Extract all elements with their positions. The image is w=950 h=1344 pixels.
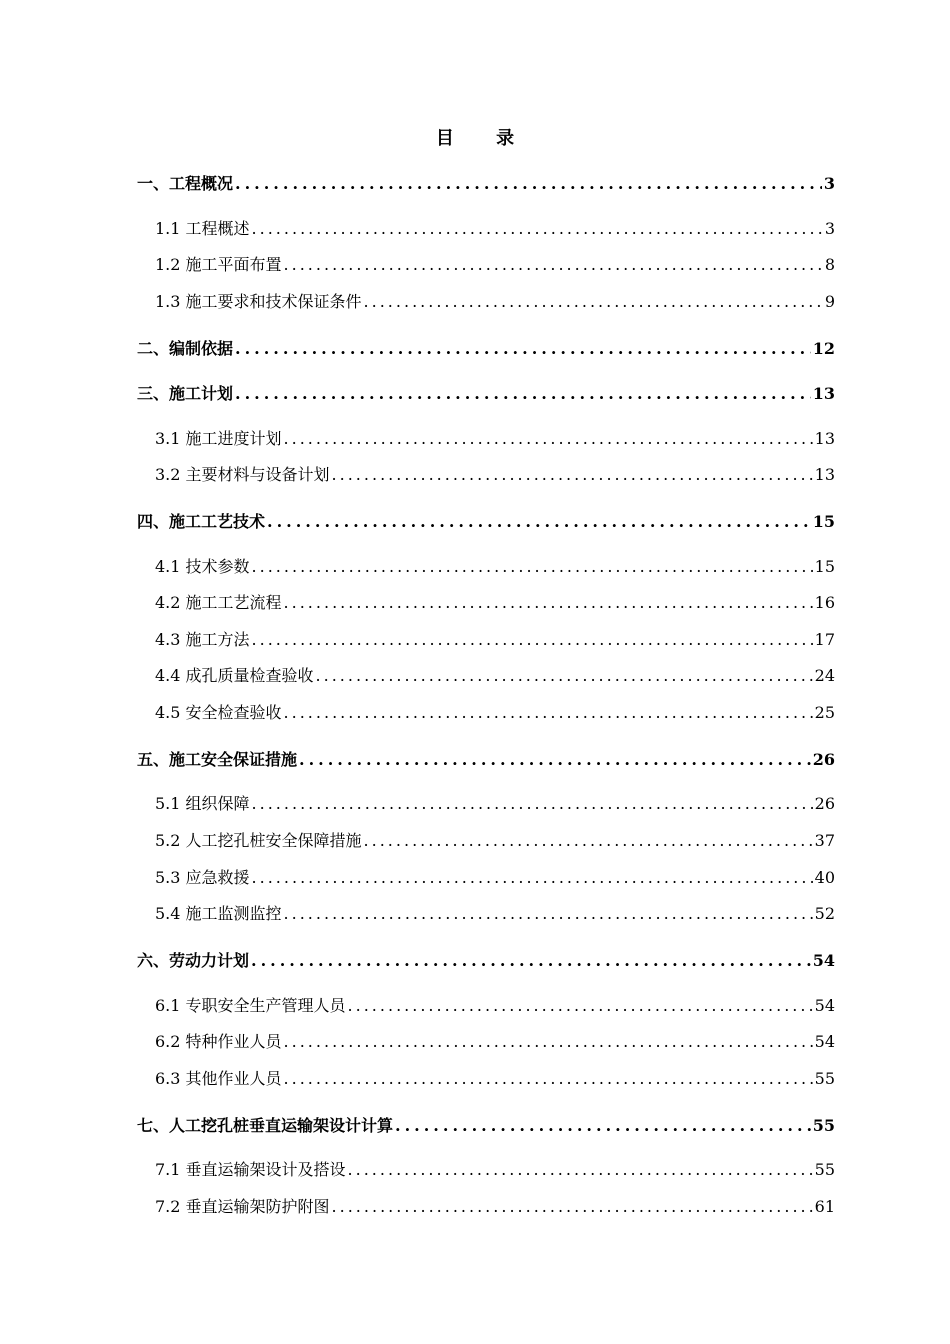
toc-leader-dots <box>348 1158 813 1182</box>
toc-entry-label: 1.1 工程概述 <box>155 219 250 238</box>
toc-entry-page: 17 <box>814 630 835 649</box>
toc-entry[interactable] <box>155 1195 835 1219</box>
toc-entry-label: 1.2 施工平面布置 <box>155 255 282 274</box>
toc-leader-dots <box>284 1067 813 1091</box>
toc-entry[interactable] <box>155 701 835 725</box>
toc-entry[interactable] <box>137 337 835 361</box>
toc-entry-label: 4.5 安全检查验收 <box>155 703 282 722</box>
toc-entry[interactable] <box>155 994 835 1018</box>
toc-entry-page: 3 <box>824 219 835 238</box>
toc-leader-dots <box>284 591 813 615</box>
toc-entry[interactable] <box>137 949 835 973</box>
toc-entry-label: 4.3 施工方法 <box>155 630 250 649</box>
toc-entry[interactable] <box>155 290 835 314</box>
toc-leader-dots <box>316 664 813 688</box>
toc-leader-dots <box>252 866 813 890</box>
toc-entry[interactable] <box>155 829 835 853</box>
toc-leader-dots <box>252 217 823 241</box>
toc-entry[interactable] <box>137 172 835 196</box>
toc-leader-dots <box>284 701 813 725</box>
toc-entry-label: 1.3 施工要求和技术保证条件 <box>155 292 362 311</box>
toc-entry-page: 24 <box>814 666 835 685</box>
toc-entry-label: 6.2 特种作业人员 <box>155 1032 282 1051</box>
toc-entry[interactable] <box>155 866 835 890</box>
toc-entry-page: 25 <box>814 703 835 722</box>
toc-entry-page: 3 <box>823 174 835 193</box>
toc-entry-page: 61 <box>814 1197 835 1216</box>
toc-entry-page: 55 <box>814 1069 835 1088</box>
toc-entry-label: 一、工程概况 <box>137 174 234 193</box>
toc-entry-label: 4.2 施工工艺流程 <box>155 593 282 612</box>
toc-entry-label: 3.2 主要材料与设备计划 <box>155 465 330 484</box>
toc-entry-page: 15 <box>814 557 835 576</box>
toc-leader-dots <box>364 290 823 314</box>
toc-leader-dots <box>299 748 811 772</box>
toc-entry-label: 6.3 其他作业人员 <box>155 1069 282 1088</box>
toc-entry[interactable] <box>155 1158 835 1182</box>
toc-entry-page: 12 <box>812 339 835 358</box>
toc-entry-page: 54 <box>814 1032 835 1051</box>
toc-entry-label: 7.2 垂直运输架防护附图 <box>155 1197 330 1216</box>
toc-entry[interactable] <box>155 1030 835 1054</box>
toc-entry-page: 26 <box>814 794 835 813</box>
toc-entry-label: 5.4 施工监测监控 <box>155 904 282 923</box>
toc-entry[interactable] <box>155 792 835 816</box>
toc-leader-dots <box>235 337 811 361</box>
toc-entry-label: 5.2 人工挖孔桩安全保障措施 <box>155 831 362 850</box>
toc-entry-page: 55 <box>814 1160 835 1179</box>
toc-entry-page: 52 <box>814 904 835 923</box>
toc-entry[interactable] <box>155 217 835 241</box>
toc-entry-page: 16 <box>814 593 835 612</box>
toc-entry-page: 55 <box>812 1116 835 1135</box>
toc-entry-label: 二、编制依据 <box>137 339 234 358</box>
toc-entry-label: 3.1 施工进度计划 <box>155 429 282 448</box>
toc-entry[interactable] <box>155 427 835 451</box>
toc-leader-dots <box>332 1195 813 1219</box>
toc-leader-dots <box>332 463 813 487</box>
toc-entry-label: 六、劳动力计划 <box>137 951 250 970</box>
toc-entry-label: 三、施工计划 <box>137 384 234 403</box>
toc-leader-dots <box>235 382 811 406</box>
toc-entry-label: 4.4 成孔质量检查验收 <box>155 666 314 685</box>
toc-leader-dots <box>395 1114 811 1138</box>
toc-entry-page: 13 <box>814 429 835 448</box>
toc-leader-dots <box>252 792 813 816</box>
toc-entry-page: 9 <box>824 292 835 311</box>
toc-entry-label: 5.3 应急救援 <box>155 868 250 887</box>
toc-entry-page: 40 <box>814 868 835 887</box>
toc-leader-dots <box>348 994 813 1018</box>
toc-title: 目 录 <box>435 128 533 149</box>
toc-leader-dots <box>235 172 822 196</box>
toc-entry[interactable] <box>155 1067 835 1091</box>
toc-entry[interactable] <box>137 1114 835 1138</box>
toc-leader-dots <box>267 510 811 534</box>
toc-entry-label: 4.1 技术参数 <box>155 557 250 576</box>
toc-leader-dots <box>284 902 813 926</box>
toc-entry-page: 8 <box>824 255 835 274</box>
toc-entry-label: 五、施工安全保证措施 <box>137 750 298 769</box>
toc-entry-page: 13 <box>812 384 835 403</box>
toc-leader-dots <box>284 427 813 451</box>
toc-leader-dots <box>252 628 813 652</box>
toc-entry-page: 54 <box>814 996 835 1015</box>
toc-entry[interactable] <box>137 748 835 772</box>
toc-entry[interactable] <box>137 510 835 534</box>
toc-entry[interactable] <box>155 664 835 688</box>
toc-entry[interactable] <box>155 253 835 277</box>
toc-entry-label: 七、人工挖孔桩垂直运输架设计计算 <box>137 1116 394 1135</box>
toc-entry-page: 54 <box>812 951 835 970</box>
toc-entry-label: 5.1 组织保障 <box>155 794 250 813</box>
toc-entry[interactable] <box>155 628 835 652</box>
toc-entry[interactable] <box>155 463 835 487</box>
toc-entry-page: 26 <box>812 750 835 769</box>
toc-leader-dots <box>364 829 813 853</box>
toc-entry-label: 6.1 专职安全生产管理人员 <box>155 996 346 1015</box>
toc-leader-dots <box>252 555 813 579</box>
toc-entry[interactable] <box>155 591 835 615</box>
toc-entry[interactable] <box>155 902 835 926</box>
toc-entry-page: 13 <box>814 465 835 484</box>
toc-entry-page: 37 <box>814 831 835 850</box>
toc-entry[interactable] <box>155 555 835 579</box>
toc-leader-dots <box>251 949 811 973</box>
toc-entry-page: 15 <box>812 512 835 531</box>
toc-entry-label: 7.1 垂直运输架设计及搭设 <box>155 1160 346 1179</box>
toc-entry[interactable] <box>137 382 835 406</box>
toc-leader-dots <box>284 1030 813 1054</box>
toc-entry-label: 四、施工工艺技术 <box>137 512 266 531</box>
toc-leader-dots <box>284 253 823 277</box>
